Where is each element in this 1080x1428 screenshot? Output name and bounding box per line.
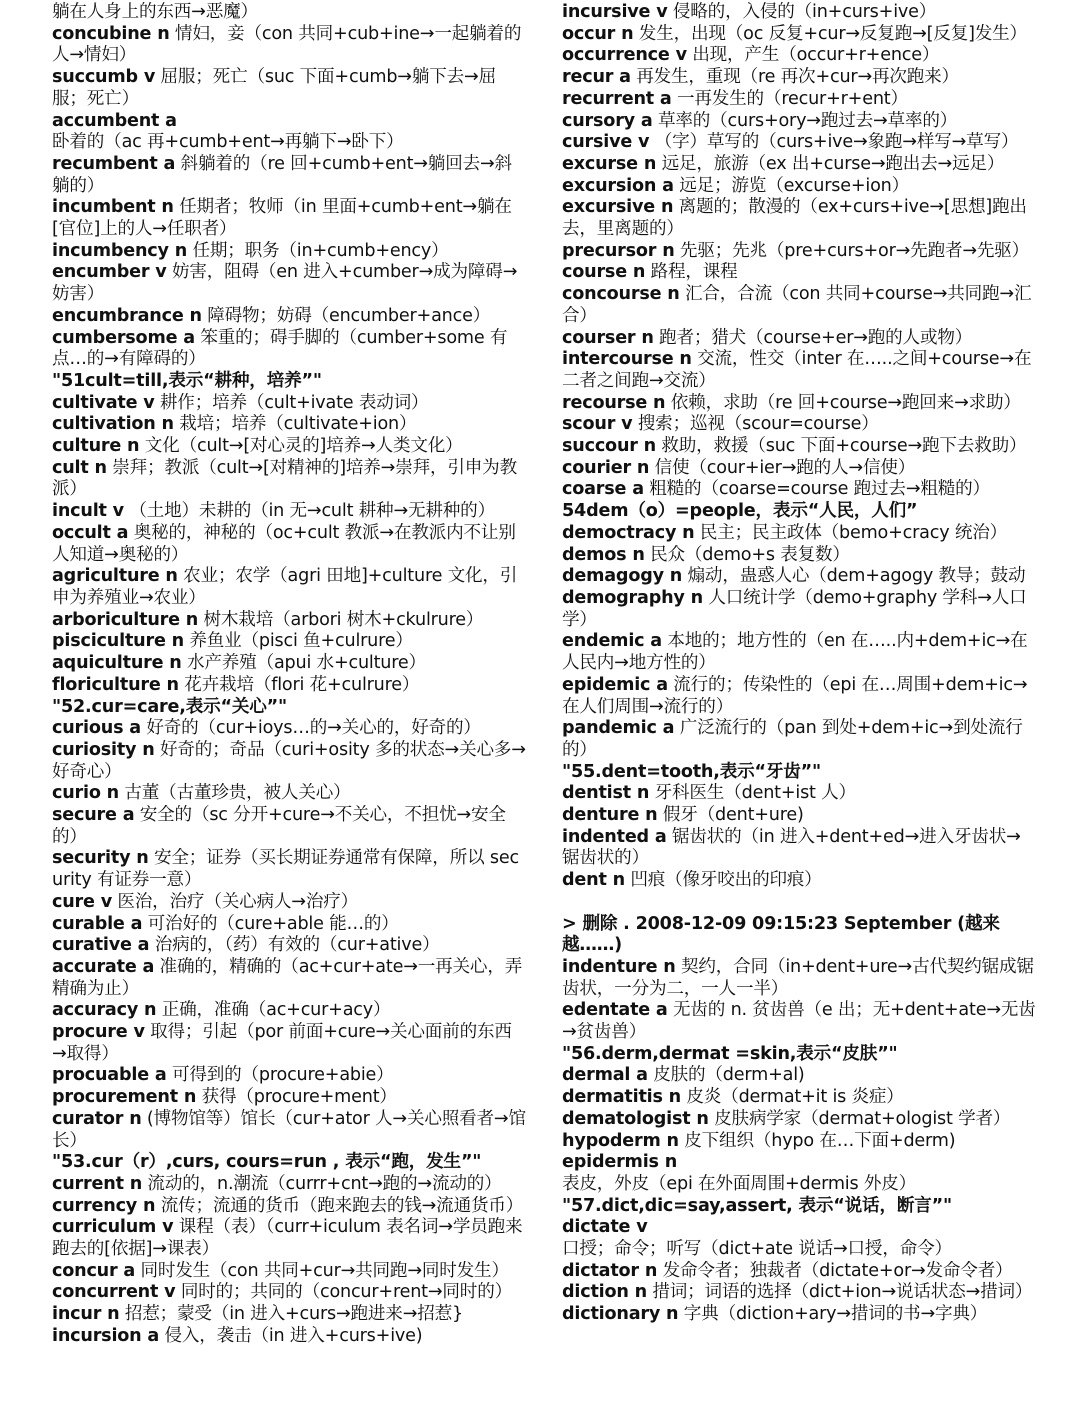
headword: hypoderm n [562, 1130, 679, 1151]
definition: 字典（diction+ary→措词的书→字典） [678, 1304, 988, 1325]
headword: > 删除 . 2008-12-09 09:15:23 September (越来越……) [562, 913, 1000, 956]
entry-line [562, 566, 1036, 588]
definition: 假牙（dent+ure) [657, 805, 804, 826]
entry-line [562, 2, 1036, 24]
definition: 粗糙的（coarse=course 跑过去→粗糙的） [643, 479, 990, 500]
definition: 表皮，外皮（epi 在外面周围+dermis 外皮） [562, 1173, 917, 1194]
definition: 民主；民主政体（bemo+cracy 统治） [694, 522, 1008, 543]
entry-line [52, 371, 526, 393]
entry-line [562, 262, 1036, 284]
headword: epidermis n [562, 1152, 678, 1173]
definition: 广泛流行的（pan 到处+dem+ic→到处流行的） [562, 718, 1023, 760]
definition: 获得（procure+ment） [196, 1087, 397, 1108]
headword: currency n [52, 1195, 156, 1216]
headword: incult v [52, 501, 124, 522]
headword: arboriculture n [52, 609, 199, 630]
entry-line [52, 1261, 526, 1283]
definition: 奥秘的，神秘的（oc+cult 教派→在教派内不让别人知道→奥秘的） [52, 522, 516, 565]
entry-line [562, 870, 1036, 892]
headword: diction n [562, 1282, 647, 1303]
definition: 崇拜；教派（cult→[对精神的]培养→崇拜，引申为教派） [52, 457, 517, 500]
entry-line [562, 805, 1036, 827]
headword: "53.cur（r）,curs, cours=run , 表示“跑，发生”" [52, 1152, 482, 1173]
entry-line [562, 1196, 1036, 1218]
definition: 农业；农学（agri 田地]+culture 文化，引申为养殖业→农业） [52, 566, 518, 608]
entry-line [562, 1261, 1036, 1283]
definition: 卧着的（ac 再+cumb+ent→再躺下→卧下） [52, 132, 404, 153]
headword: dermal a [562, 1065, 648, 1086]
headword: curious a [52, 718, 141, 739]
definition: 措词；词语的选择（dict+ion→说话状态→措词） [646, 1282, 1033, 1303]
definition: 任期者；牧师（in 里面+cumb+ent→躺在[官位]上的人→任职者） [52, 197, 512, 240]
headword: culture n [52, 436, 140, 457]
definition: 花卉栽培（flori 花+culrure） [178, 674, 420, 695]
headword: demagogy n [562, 566, 683, 587]
definition: 安全；证券（买长期证券通常有保障，所以 security 有证券一意） [52, 848, 519, 891]
entry-line [562, 479, 1036, 501]
definition: 一再发生的（recur+r+ent） [671, 88, 908, 109]
definition: 依赖，求助（re 回+course→跑回来→求助） [665, 392, 1021, 413]
entry-line [562, 67, 1036, 89]
entry-line [562, 1087, 1036, 1109]
headword: pandemic a [562, 718, 675, 739]
entry-line [562, 393, 1036, 415]
definition: 路程，课程 [645, 262, 738, 283]
entry-line [52, 1152, 526, 1174]
entry-line [52, 783, 526, 805]
entry-line [562, 1109, 1036, 1131]
headword: agriculture n [52, 566, 178, 587]
headword: intercourse n [562, 349, 692, 370]
headword: current n [52, 1173, 143, 1194]
headword: accurate a [52, 956, 155, 977]
definition: 救助，救援（suc 下面+course→跑下去救助） [656, 436, 1027, 457]
entry-line [52, 957, 526, 1000]
entry-line [562, 458, 1036, 480]
definition: 可得到的（procure+abie） [166, 1065, 394, 1086]
entry-line [52, 805, 526, 848]
entry-line [562, 241, 1036, 263]
definition: 同时的；共同的（concur+rent→同时的） [175, 1282, 512, 1303]
definition: 栽培；培养（cultivate+ion） [173, 414, 417, 435]
entry-line [562, 631, 1036, 674]
definition: 汇合，合流（con 共同+course→共同跑→汇合） [562, 284, 1032, 326]
definition: 流传；流通的货币（跑来跑去的钱→流通货币） [155, 1195, 524, 1216]
entry-line [52, 1326, 526, 1348]
definition: 正确，准确（ac+cur+acy） [156, 1000, 391, 1021]
entry-line [52, 914, 526, 936]
definition: 侵略的，入侵的（in+curs+ive） [667, 2, 937, 22]
entry-line [562, 176, 1036, 198]
definition: 准确的，精确的（ac+cur+ate→一再关心，弄精确为止） [52, 956, 523, 999]
headword: dematologist n [562, 1108, 709, 1129]
definition: 斜躺着的（re 回+cumb+ent→躺回去→斜躺的） [52, 153, 512, 196]
headword: occur n [562, 23, 634, 44]
definition: 治病的，（药）有效的（cur+ative） [149, 935, 440, 956]
definition: 古董（古董珍贵，被人关心） [119, 783, 351, 804]
entry-line [562, 328, 1036, 350]
entry-line [52, 610, 526, 632]
definition: 笨重的；碍手脚的（cumber+some 有点…的→有障碍的） [52, 327, 508, 370]
headword: curio n [52, 783, 119, 804]
entry-line [562, 523, 1036, 545]
definition: 流行的；传染性的（epi 在…周围+dem+ic→在人们周围→流行的） [562, 674, 1028, 717]
definition: 流动的，n.潮流（currr+cnt→跑的→流动的） [142, 1173, 502, 1194]
definition: 招惹；蒙受（in 进入+curs→跑进来→招惹} [119, 1304, 464, 1325]
definition: 水产养殖（apui 水+culture） [181, 653, 426, 674]
entry-line [562, 1304, 1036, 1326]
headword: "56.derm,dermat =skin,表示“皮肤”" [562, 1043, 898, 1064]
headword: occurrence v [562, 45, 687, 66]
definition: 皮下组织（hypo 在…下面+derm) [678, 1130, 956, 1151]
headword: incur n [52, 1304, 120, 1325]
entry-line [52, 1065, 526, 1087]
headword: concourse n [562, 284, 680, 305]
headword: cultivate v [52, 392, 155, 413]
entry-line [52, 241, 526, 263]
entry-line [562, 718, 1036, 761]
definition: 锯齿状的（in 进入+dent+ed→进入牙齿状→锯齿状的） [562, 826, 1021, 869]
headword: dictionary n [562, 1304, 679, 1325]
definition: 树木栽培（arbori 树木+ckulrure） [198, 609, 484, 630]
headword: denture n [562, 805, 658, 826]
definition: 信使（cour+ier→跑的人→信使） [649, 457, 916, 478]
headword: scour v [562, 414, 633, 435]
definition: 先驱；先兆（pre+curs+or→先跑者→先驱） [674, 240, 1030, 261]
headword: democtracy n [562, 522, 695, 543]
entry-line [52, 393, 526, 415]
entry-line [562, 1152, 1036, 1195]
headword: curative a [52, 935, 150, 956]
definition: 无齿的 n. 贫齿兽（e 出；无+dent+ate→无齿→贫齿兽） [562, 1000, 1036, 1043]
entry-line [52, 328, 526, 371]
definition: 文化（cult→[对心灵的]培养→人类文化） [139, 436, 463, 457]
headword: epidemic a [562, 674, 668, 695]
headword: courier n [562, 457, 650, 478]
headword: excursive n [562, 197, 674, 218]
definition: 契约，合同（in+dent+ure→古代契约锯成锯齿状，一分为二，一人一半） [562, 956, 1034, 999]
definition: 好奇的（cur+ioys…的→关心的，好奇的） [140, 718, 481, 739]
headword: courser n [562, 327, 654, 348]
headword: dermatitis n [562, 1087, 682, 1108]
definition: (博物馆等）馆长（cur+ator 人→关心照看者→馆长） [52, 1108, 526, 1151]
definition: （土地）未耕的（in 无→cult 耕种→无耕种的） [123, 501, 495, 522]
entry-line [562, 1065, 1036, 1087]
entry-line [52, 718, 526, 740]
definition: 交流，性交（inter 在…..之间+course→在二者之间跑→交流） [562, 349, 1032, 391]
headword: pisciculture n [52, 631, 184, 652]
headword: incursive v [562, 2, 668, 22]
headword: succour n [562, 436, 656, 457]
headword: cult n [52, 457, 107, 478]
entry-line [562, 45, 1036, 67]
headword: aquiculture n [52, 653, 182, 674]
entry-line [52, 1217, 526, 1260]
headword: cure v [52, 891, 112, 912]
headword: recumbent a [52, 153, 176, 174]
definition: 障碍物；妨碍（encumber+ance） [201, 305, 491, 326]
entry-line [562, 783, 1036, 805]
entry-line [52, 197, 526, 240]
definition: 养鱼业（pisci 鱼+culrure） [183, 631, 413, 652]
definition: 煽动，蛊惑人心（dem+agogy 教导；鼓动 [682, 566, 1026, 587]
entry-line [562, 1131, 1036, 1153]
entry-line [52, 414, 526, 436]
entry-line [562, 414, 1036, 436]
definition: 凹痕（像牙咬出的印痕） [624, 870, 822, 891]
headword: incumbency n [52, 240, 188, 261]
entry-line [562, 588, 1036, 631]
definition: 耕作；培养（cult+ivate 表动词） [154, 392, 429, 413]
headword: recurrent a [562, 88, 672, 109]
definition: 远足，旅游（ex 出+curse→跑出去→远足） [656, 153, 1005, 174]
entry-line [52, 501, 526, 523]
definition: 跑者；猎犬（course+er→跑的人或物） [653, 327, 973, 348]
entry-line [562, 349, 1036, 392]
entry-line [562, 501, 1036, 523]
headword: "51cult=till,表示“耕种，培养”" [52, 370, 322, 391]
entry-line [562, 675, 1036, 718]
definition: 草率的（curs+ory→跑过去→草率的） [652, 110, 958, 131]
headword: dictate v [562, 1217, 648, 1238]
entry-line [52, 848, 526, 891]
entry-line [52, 1174, 526, 1196]
headword: encumbrance n [52, 305, 202, 326]
definition: （字）草写的（curs+ive→象跑→样写→草写） [649, 132, 1019, 153]
definition: 课程（表）（curr+iculum 表名词→学员跑来跑去的[依据]→课表） [52, 1217, 523, 1260]
headword: recourse n [562, 392, 666, 413]
definition: 发生，出现（oc 反复+cur→反复跑→[反复]发生） [633, 23, 1027, 44]
entry-line [562, 111, 1036, 133]
left-column [52, 2, 526, 1428]
definition: 屈服；死亡（suc 下面+cumb→躺下去→屈服；死亡） [52, 67, 496, 109]
headword: cumbersome a [52, 327, 195, 348]
definition: 皮肤的（derm+al) [647, 1065, 805, 1086]
entry-line [52, 1087, 526, 1109]
entry-line [52, 892, 526, 914]
headword: curable a [52, 913, 143, 934]
entry-line [562, 154, 1036, 176]
headword: incumbent n [52, 197, 174, 218]
entry-line [52, 1304, 526, 1326]
headword: dictator n [562, 1260, 658, 1281]
entry-line [52, 306, 526, 328]
entry-line [562, 914, 1036, 957]
definition: 人口统计学（demo+graphy 学科→人口学） [562, 587, 1027, 630]
definition: 发命令者；独裁者（dictate+or→发命令者） [657, 1260, 1013, 1281]
headword: concurrent v [52, 1282, 176, 1303]
headword: recur a [562, 67, 631, 88]
definition: 搜索；巡视（scour=course） [632, 414, 879, 435]
headword: edentate a [562, 1000, 668, 1021]
entry-line [52, 1282, 526, 1304]
entry-line [52, 935, 526, 957]
headword: floriculture n [52, 674, 179, 695]
headword: demography n [562, 587, 703, 608]
headword: procurement n [52, 1087, 197, 1108]
headword: "57.dict,dic=say,assert, 表示“说话，断言”" [562, 1195, 952, 1216]
headword: curator n [52, 1108, 142, 1129]
entry-line [562, 132, 1036, 154]
entry-line [52, 1000, 526, 1022]
headword: indenture n [562, 956, 676, 977]
definition: 皮肤病学家（dermat+ologist 学者） [708, 1108, 1011, 1129]
entry-line [52, 1109, 526, 1152]
headword: coarse a [562, 479, 644, 500]
entry-line [562, 762, 1036, 784]
entry-line [52, 111, 526, 154]
headword: secure a [52, 805, 135, 826]
headword: "55.dent=tooth,表示“牙齿”" [562, 761, 822, 782]
headword: course n [562, 262, 646, 283]
definition: 可治好的（cure+able 能…的） [142, 913, 399, 934]
headword: accuracy n [52, 1000, 157, 1021]
headword: cursory a [562, 110, 653, 131]
headword: cultivation n [52, 414, 174, 435]
entry-line [52, 697, 526, 719]
headword: endemic a [562, 631, 662, 652]
headword: procure v [52, 1022, 145, 1043]
entry-line [52, 1196, 526, 1218]
definition: 民众（demo+s 表复数） [644, 544, 850, 565]
entry-line [562, 957, 1036, 1000]
entry-line [52, 523, 526, 566]
definition: 侵入，袭击（in 进入+curs+ive) [159, 1325, 423, 1346]
definition: 好奇的；奇品（curi+osity 多的状态→关心多→好奇心） [52, 739, 526, 782]
headword: security n [52, 848, 149, 869]
definition: 再发生，重现（re 再次+cur→再次跑来） [630, 67, 959, 88]
entry-text: 躺在人身上的东西→恶魔） [52, 2, 258, 22]
entry-line [562, 197, 1036, 240]
entry-line [52, 24, 526, 67]
entry-line [52, 1022, 526, 1065]
headword: demos n [562, 544, 645, 565]
definition: 皮炎（dermat+it is 炎症） [681, 1087, 904, 1108]
headword: occult a [52, 522, 129, 543]
headword: excurse n [562, 153, 657, 174]
headword: concubine n [52, 23, 170, 44]
headword: succumb v [52, 67, 156, 88]
entry-line [562, 1217, 1036, 1260]
definition: 远足；游览（excurse+ion） [673, 175, 909, 196]
headword: accumbent a [52, 110, 177, 131]
entry-line [52, 631, 526, 653]
headword: precursor n [562, 240, 675, 261]
entry-line [52, 740, 526, 783]
definition: 安全的（sc 分开+cure→不关心，不担忧→安全的） [52, 805, 506, 847]
entry-line [562, 545, 1036, 567]
entry-line [562, 284, 1036, 327]
headword: encumber v [52, 262, 167, 283]
headword: indented a [562, 826, 667, 847]
headword: curriculum v [52, 1217, 174, 1238]
entry-line [52, 566, 526, 609]
entry-line [562, 24, 1036, 46]
entry-line [52, 675, 526, 697]
headword: dent n [562, 870, 625, 891]
headword: 54dem（o）=people，表示“人民，人们” [562, 501, 918, 522]
headword: dentist n [562, 783, 650, 804]
definition: 情妇，妾（con 共同+cub+ine→一起躺着的人→情妇） [52, 23, 522, 66]
entry-line [562, 1000, 1036, 1043]
definition: 出现，产生（occur+r+ence） [686, 45, 940, 66]
right-column [562, 2, 1036, 1428]
definition: 取得；引起（por 前面+cure→关心面前的东西→取得） [52, 1022, 512, 1064]
definition: 任期；职务（in+cumb+ency） [187, 240, 449, 261]
definition: 口授；命令；听写（dict+ate 说话→口授，命令） [562, 1239, 952, 1260]
entry-line [52, 67, 526, 110]
headword: cursive v [562, 132, 650, 153]
entry-line [52, 2, 526, 24]
entry-line [562, 1282, 1036, 1304]
headword: incursion a [52, 1325, 160, 1346]
headword: "52.cur=care,表示“关心”" [52, 696, 287, 717]
headword: concur a [52, 1260, 136, 1281]
entry-line [52, 653, 526, 675]
definition: 牙科医生（dent+ist 人） [649, 783, 856, 804]
headword: excursion a [562, 175, 674, 196]
definition: 妨害，阻碍（en 进入+cumber→成为障碍→妨害） [52, 262, 518, 305]
definition: 本地的；地方性的（en 在…..内+dem+ic→在人民内→地方性的） [562, 631, 1028, 674]
headword: procuable a [52, 1065, 167, 1086]
entry-line [562, 89, 1036, 111]
entry-line [562, 1044, 1036, 1066]
entry-line [52, 262, 526, 305]
entry-line [562, 436, 1036, 458]
entry-line [52, 458, 526, 501]
entry-line [52, 436, 526, 458]
entry-line [52, 154, 526, 197]
entry-line [562, 827, 1036, 870]
definition: 同时发生（con 共同+cur→共同跑→同时发生） [135, 1260, 509, 1281]
definition: 离题的；散漫的（ex+curs+ive→[思想]跑出去，里离题的） [562, 197, 1027, 240]
definition: 医治，治疗（关心病人→治疗） [111, 891, 359, 912]
headword: curiosity n [52, 739, 155, 760]
blank-line [562, 892, 1036, 914]
